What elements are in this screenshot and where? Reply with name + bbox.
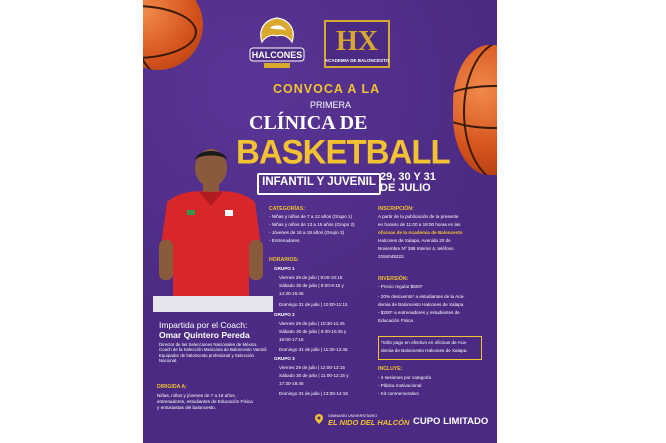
halcones-logo-text: HALCONES: [251, 50, 303, 60]
inversion-line: - Precio regular $500*: [378, 284, 423, 289]
category-badge: [257, 173, 381, 195]
basketball-title: BASKETBALL: [236, 132, 450, 171]
hx-logo-text: HX: [336, 26, 378, 57]
basketball-image-right: [453, 45, 497, 175]
categoria-item: - Entrenadores: [269, 238, 300, 243]
poster: [143, 0, 497, 443]
hx-academy-logo: [324, 20, 390, 68]
coach-intro: Impartida por el Coach:: [159, 320, 248, 330]
dirigida-line: Niñas, niños y jóvenes de 7 a 18 años,: [157, 393, 236, 398]
clinica-title: CLÍNICA DE: [249, 112, 368, 134]
inversion-line: demia de Baloncesto Halcones de Xalapa: [378, 302, 464, 307]
coach-bullet: Coach de la Selección Mexicana de Baloncesto Varonil.: [159, 347, 268, 353]
horario-row: 14:30-15:45: [279, 291, 304, 296]
coach-bullet: Equipador de baloncesto profesional y Selección Nacional.: [159, 352, 254, 364]
inscripcion-line: Noviembre Nº 388 Interior 4, teléfono: [378, 246, 454, 251]
categoria-item: - Jóvenes de 16 a 18 años (Grupo 3): [269, 230, 345, 235]
horario-row: Sábado 30 de julio | 8:00-9:15 y: [279, 283, 344, 288]
hx-logo-subtext: ACADEMIA DE BALONCESTO: [324, 58, 390, 63]
incluye-title: INCLUYE:: [378, 366, 403, 372]
payment-note-line: *Sólo pago en efectivo en oficinas de Aca-: [381, 340, 468, 345]
inscripcion-line: en horario de 11:00 a 18:00 horas en las: [378, 222, 461, 227]
horarios-title: HORARIOS:: [269, 257, 299, 263]
horario-row: Viernes 29 de julio | 12:00-13:15: [279, 365, 345, 370]
coach-photo: [153, 140, 268, 310]
grupo-name: GRUPO 1: [274, 266, 295, 271]
inscripcion-line: A partir de la publicación de la presente: [378, 214, 459, 219]
grupo-name: GRUPO 3: [274, 356, 295, 361]
categoria-item: - Niñas y niños de 13 a 15 años (Grupo 2): [269, 222, 355, 227]
horario-row: 17:30-18:45: [279, 381, 304, 386]
inscripcion-line: 2284045322.: [378, 254, 405, 259]
convoca-text: CONVOCA A LA: [273, 82, 381, 96]
halcones-logo: [246, 14, 308, 72]
categoria-item: - Niñas y niños de 7 a 12 años (Grupo 1): [269, 214, 352, 219]
inversion-line: - 20% descuento* a estudiantes de la Aca-: [378, 294, 465, 299]
dates-line2: DE JULIO: [380, 182, 431, 194]
venue-name: EL NIDO DEL HALCÓN: [328, 418, 410, 427]
horario-row: Viernes 29 de julio | 9:00-10:15: [279, 275, 343, 280]
coach-name: Omar Quintero Pereda: [159, 330, 250, 340]
horario-row: Domingo 31 de julio | 13:00-14:15: [279, 391, 348, 396]
dirigida-line: entrenadores, estudiantes de Educación Física: [157, 399, 253, 404]
horario-row: Domingo 31 de julio | 11:30-12:45: [279, 347, 348, 352]
cupo-limitado: CUPO LIMITADO: [413, 416, 489, 427]
inversion-line: Educación Física: [378, 318, 413, 323]
primera-text: PRIMERA: [310, 100, 352, 110]
incluye-item: - Plática motivacional: [378, 383, 422, 388]
dates-line1: 29, 30 Y 31: [380, 171, 436, 183]
location-pin-icon: [315, 414, 323, 424]
horario-row: 16:00-17:15: [279, 337, 304, 342]
inscripcion-line: oficinas de la Academia de Baloncesto: [378, 230, 463, 235]
incluye-item: - Kit conmemorativo: [378, 391, 419, 396]
payment-note-line: demia de Baloncesto Halcones de Xalapa.: [381, 348, 468, 353]
dirigida-line: y entusiastas del baloncesto.: [157, 405, 216, 410]
venue-label: GIMNASIO UNIVERSITARIO: [328, 414, 378, 418]
horario-row: Viernes 29 de julio | 10:30-11:45: [279, 321, 345, 326]
coach-bullet: Director de las Selecciones Nacionales de México.: [159, 342, 258, 347]
dirigida-title: DIRIGIDA A:: [157, 384, 187, 390]
inscripcion-line: Halcones de Xalapa, Avenida 20 de: [378, 238, 451, 243]
grupo-name: GRUPO 2: [274, 312, 295, 317]
inversion-line: - $200* a entrenadores y estudiantes de: [378, 310, 460, 315]
coach-name-plate: [153, 296, 273, 312]
inscripcion-title: INSCRIPCIÓN:: [378, 206, 414, 212]
horario-row: Sábado 30 de julio | 11:00-12:15 y: [279, 373, 349, 378]
basketball-image-top-left: [143, 0, 203, 70]
inversion-title: INVERSIÓN:: [378, 276, 409, 282]
categorias-title: CATEGORÍAS:: [269, 206, 305, 212]
category-badge-label: INFANTIL Y JUVENIL: [262, 176, 376, 188]
coach-bullets: [159, 342, 269, 364]
incluye-item: - 4 sesiones por categoría: [378, 375, 432, 380]
horario-row: Domingo 31 de julio | 10:00-11:15: [279, 302, 348, 307]
horario-row: Sábado 30 de julio | 9:30-10:45 y: [279, 329, 347, 334]
